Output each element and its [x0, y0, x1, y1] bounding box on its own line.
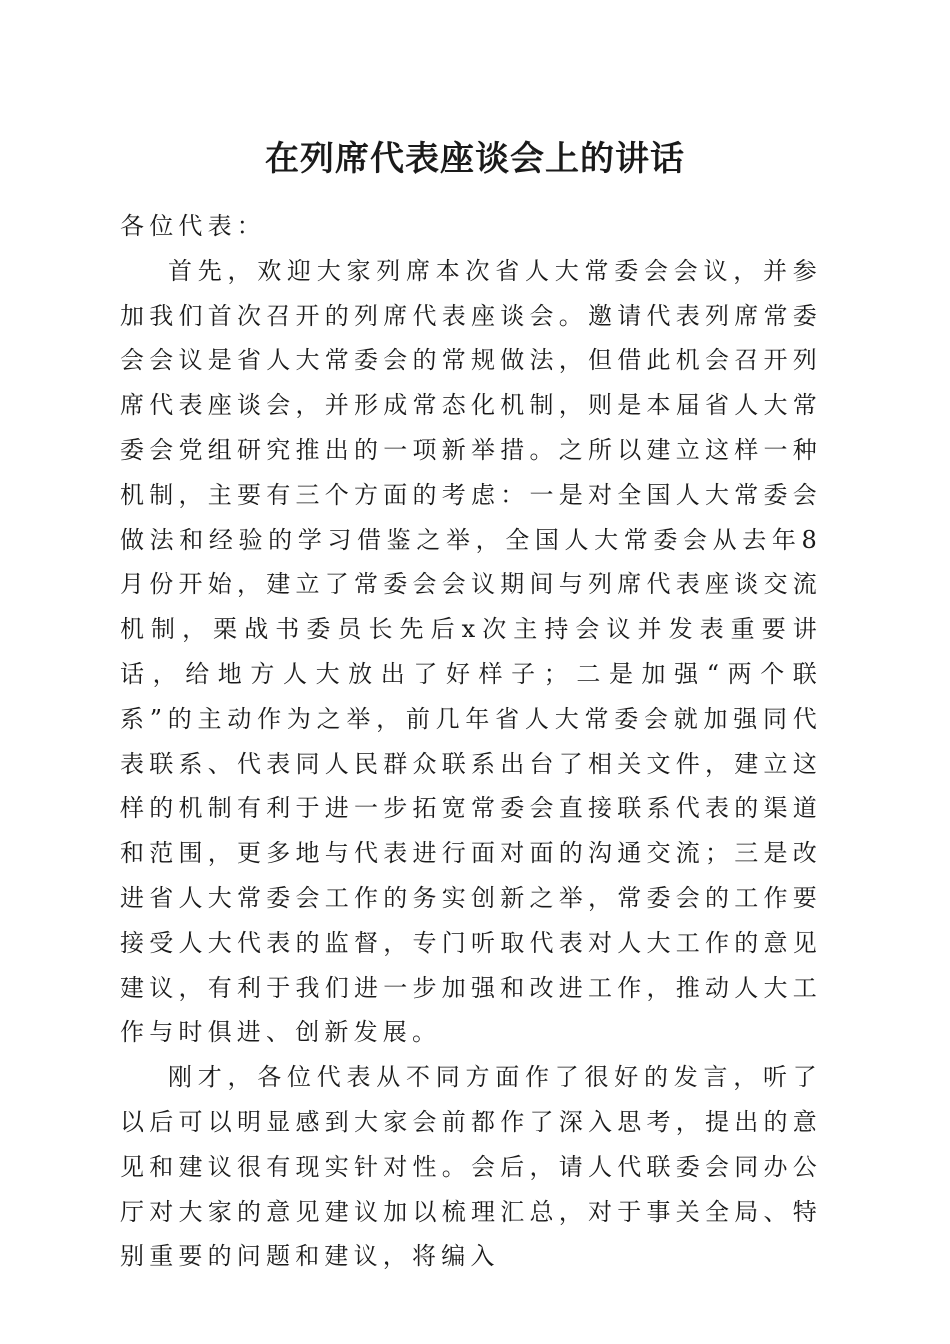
- paragraph-1: 首先，欢迎大家列席本次省人大常委会会议，并参加我们首次召开的列席代表座谈会。邀请代表列席常委会会议是省人大常委会的常规做法，但借此机会召开列席代表座谈会，并形成常态化机制，则是本届省人大常委会党组研究推出的一项新举措。之所以建立这样一种机制，主要有三个方面的考虑：一是对全国人大常委会做法和经验的学习借鉴之举，全国人大常委会从去年8月份开始，建立了常委会会议期间与列席代表座谈交流机制，栗战书委员长先后x次主持会议并发表重要讲话，给地方人大放出了好样子；二是加强“两个联系”的主动作为之举，前几年省人大常委会就加强同代表联系、代表同人民群众联系出台了相关文件，建立这样的机制有利于进一步拓宽常委会直接联系代表的渠道和范围，更多地与代表进行面对面的沟通交流；三是改进省人大常委会工作的务实创新之举，常委会的工作要接受人大代表的监督，专门听取代表对人大工作的意见建议，有利于我们进一步加强和改进工作，推动人大工作与时俱进、创新发展。: [120, 256, 822, 1047]
- document-body: [120, 204, 822, 1279]
- salutation: 各位代表：: [120, 212, 266, 240]
- document-title: 在列席代表座谈会上的讲话: [265, 139, 685, 179]
- paragraph-2: 刚才，各位代表从不同方面作了很好的发言，听了以后可以明显感到大家会前都作了深入思考，提出的意见和建议很有现实针对性。会后，请人代联委会同办公厅对大家的意见建议加以梳理汇总，对于事关全局、特别重要的问题和建议，将编入: [120, 1063, 822, 1271]
